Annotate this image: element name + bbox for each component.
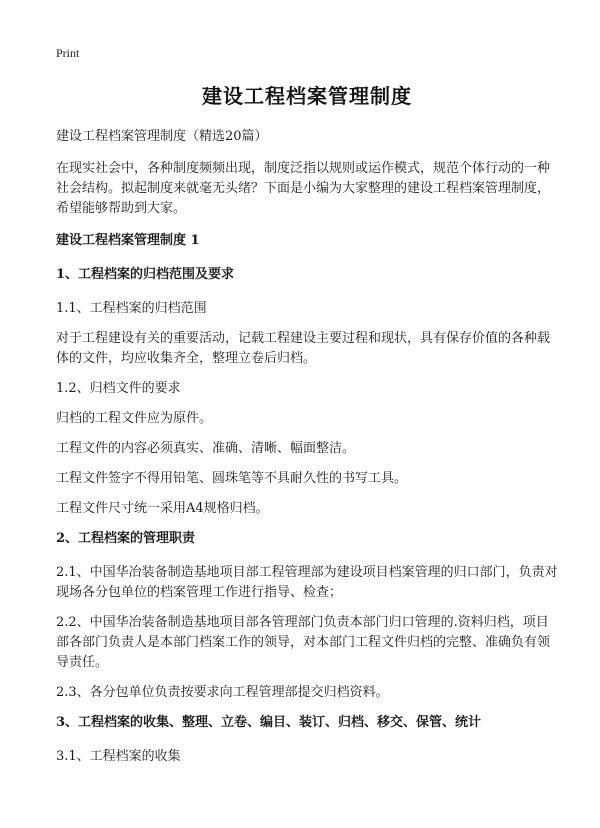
page-title: 建设工程档案管理制度 <box>202 84 412 108</box>
subsection-2-2-paragraph: 2.2、中国华冶装备制造基地项目部各管理部门负责本部门归口管理的.资料归档，项目部各部门负责人是本部门档案工作的领导，对本部门工程文件归档的完整、准确负有领导责任。 <box>56 615 551 670</box>
section-1-heading: 1、工程档案的归档范围及要求 <box>56 267 235 282</box>
subsection-3-1-heading: 3.1、工程档案的收集 <box>56 749 181 764</box>
paragraph: 工程文件签字不得用铅笔、圆珠笔等不具耐久性的书写工具。 <box>56 471 408 486</box>
subsection-1-2-heading: 1.2、归档文件的要求 <box>56 381 181 396</box>
section-3-heading: 3、工程档案的收集、整理、立卷、编目、装订、归档、移交、保管、统计 <box>56 715 482 730</box>
document-subtitle: 建设工程档案管理制度（精选20篇） <box>56 129 268 144</box>
paragraph: 工程文件尺寸统一采用A4规格归档。 <box>56 501 269 516</box>
paragraph: 工程文件的内容必须真实、准确、清晰、幅面整洁。 <box>56 441 356 456</box>
subsection-1-1-paragraph: 对于工程建设有关的重要活动，记载工程建设主要过程和现状，具有保存价值的各种载体的文件，均应收集齐全，整理立卷后归档。 <box>56 331 551 366</box>
subsection-2-1-paragraph: 2.1、中国华冶装备制造基地项目部工程管理部为建设项目档案管理的归口部门，负责对现场各分包单位的档案管理工作进行指导、检查； <box>56 565 558 600</box>
section-2-heading: 2、工程档案的管理职责 <box>56 531 196 546</box>
paragraph: 归档的工程文件应为原件。 <box>56 411 213 426</box>
subsection-1-1-heading: 1.1、工程档案的归档范围 <box>56 301 207 316</box>
intro-paragraph: 在现实社会中，各种制度频频出现，制度泛指以规则或运作模式，规范个体行动的一种社会结构。拟起制度来就毫无头绪？下面是小编为大家整理的建设工程档案管理制度，希望能够帮助到大家。 <box>56 161 551 216</box>
subsection-2-3-paragraph: 2.3、各分包单位负责按要求向工程管理部提交归档资料。 <box>56 685 389 700</box>
section-title: 建设工程档案管理制度 1 <box>56 233 200 248</box>
print-link[interactable]: Print <box>56 46 80 60</box>
